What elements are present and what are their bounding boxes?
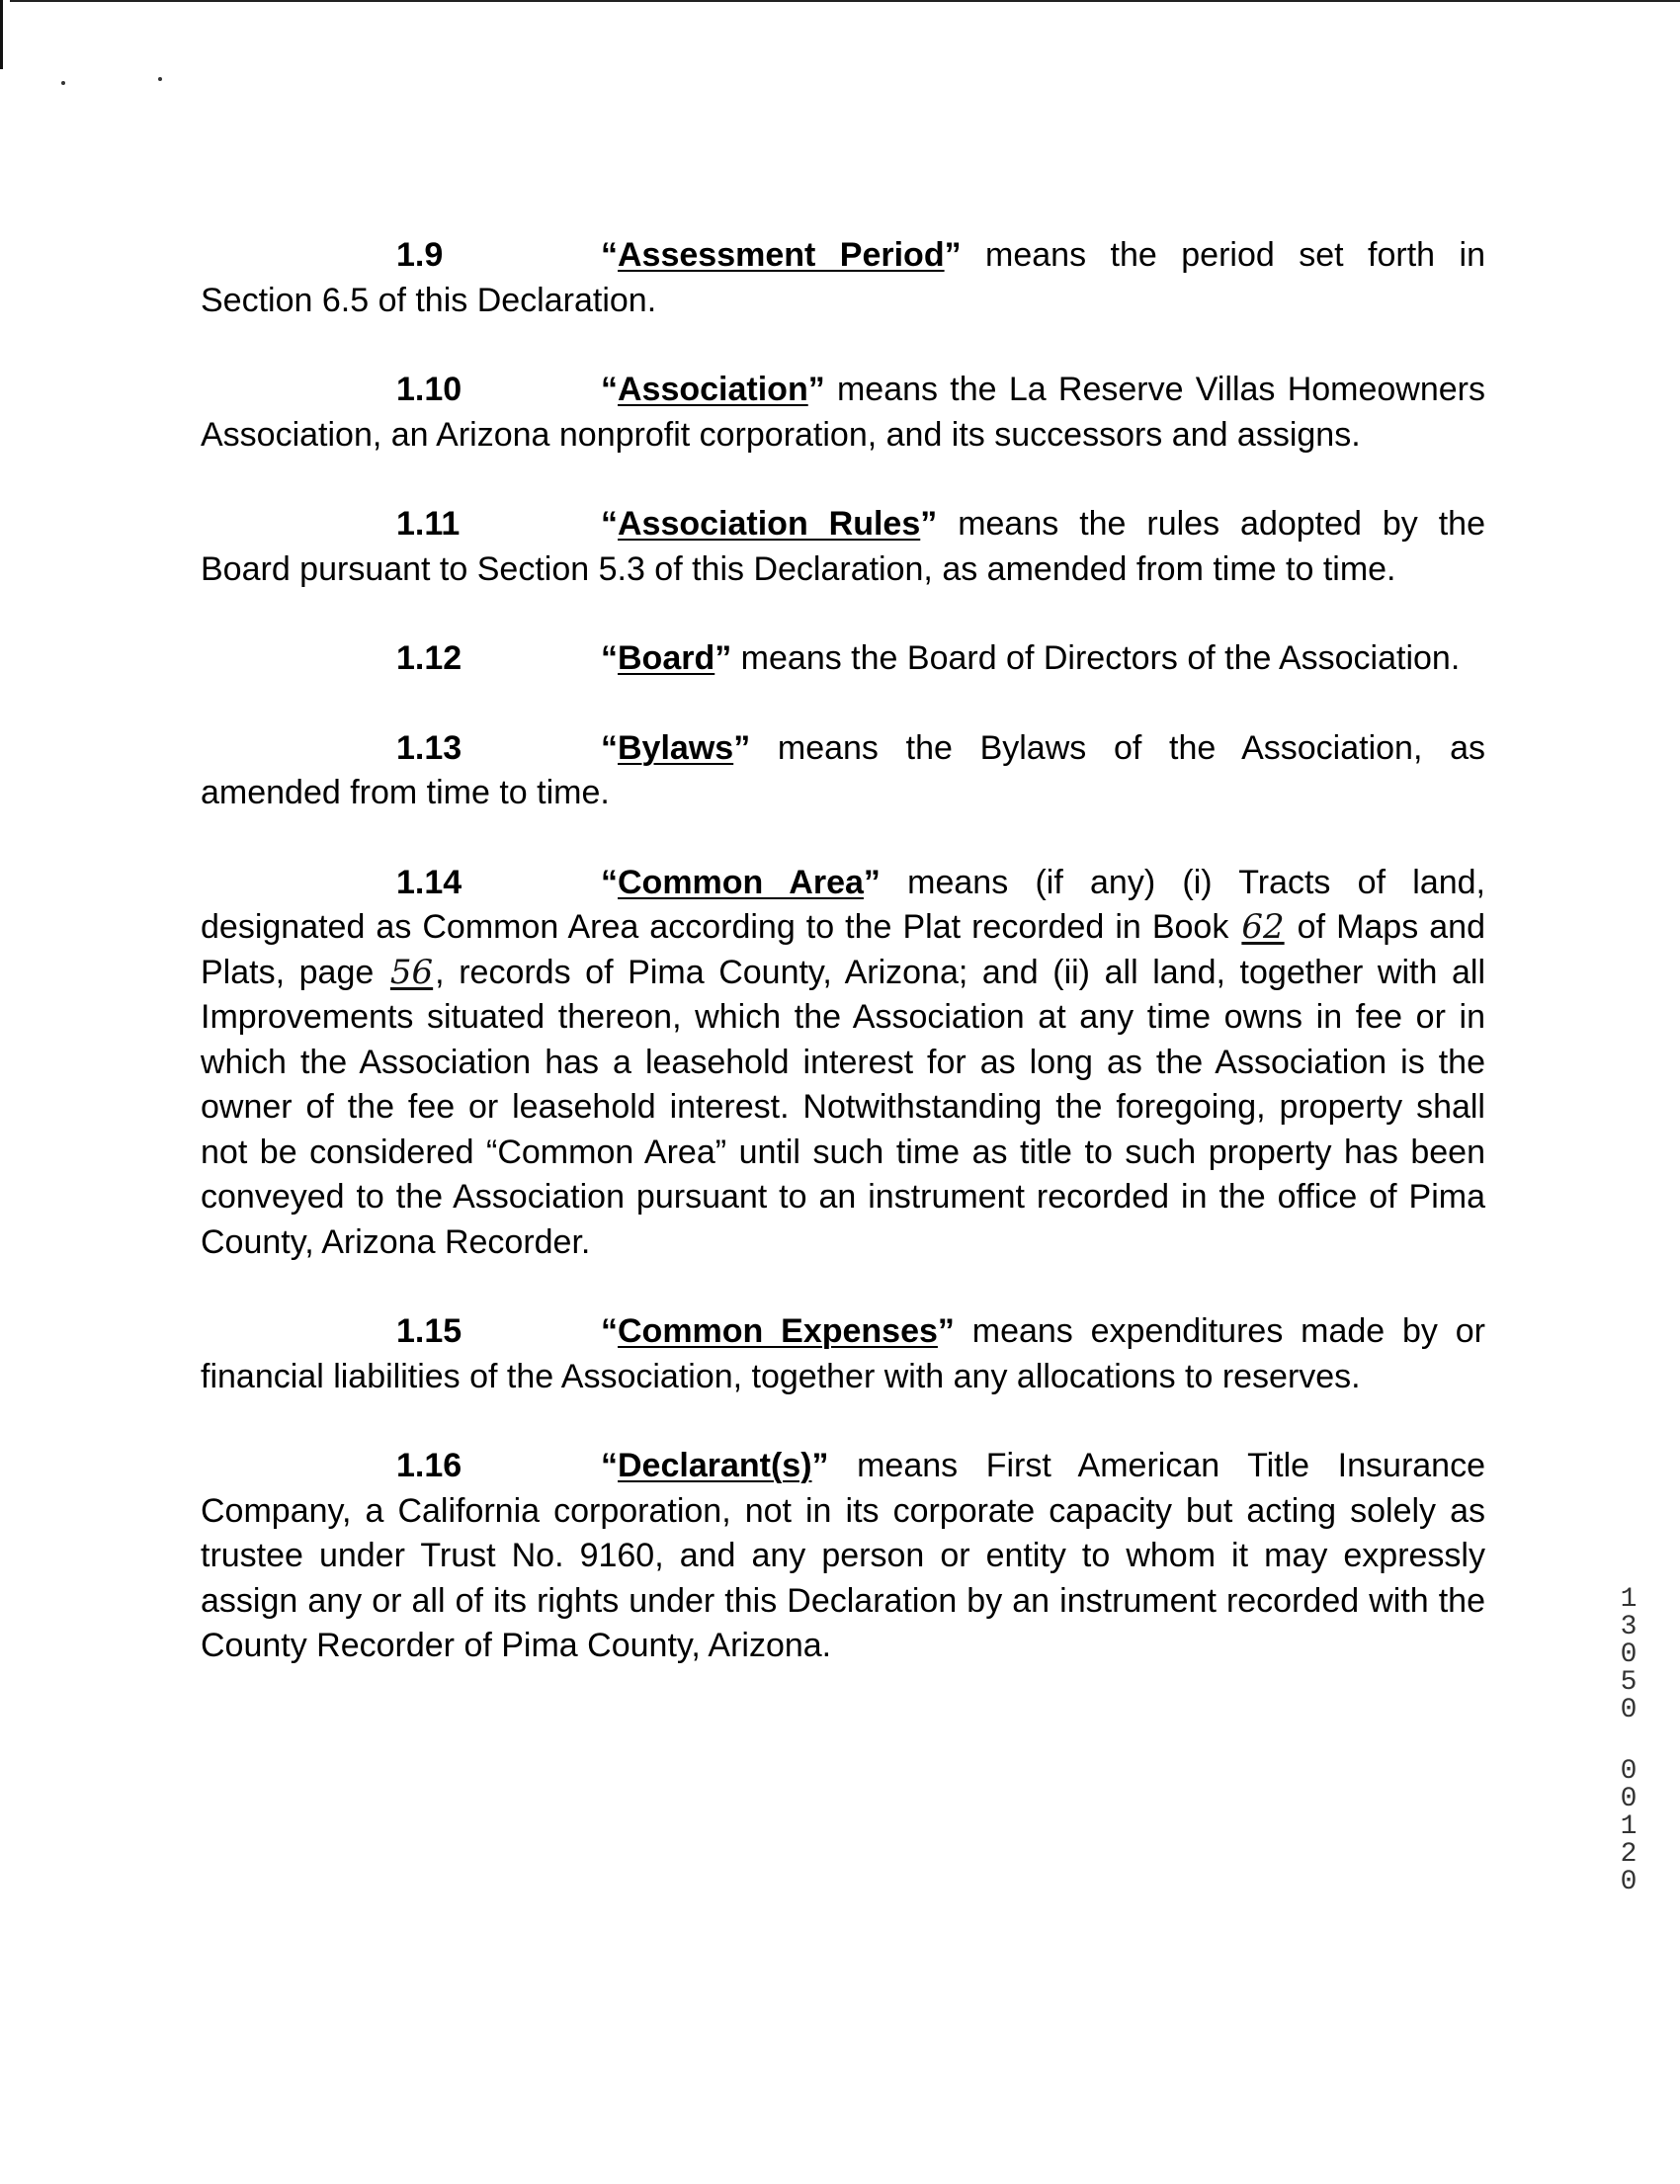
document-page <box>201 233 1485 1714</box>
defined-term: Association <box>618 371 808 408</box>
definition-1-12: 1.12 “Board” means the Board of Directors of the Association. <box>201 636 1485 682</box>
definition-1-16: 1.16 “Declarant(s)” means First American Title Insurance Company, a California corporation, not in its corporate capacity but acting solely as trustee under Trust No. 9160, and any person or entity to whom it may expressly assign any or all of its rights under this Declaration by an instrument recorded with the County Recorder of Pima County, Arizona. <box>201 1444 1485 1669</box>
handwritten-page-number: 56 <box>389 952 434 992</box>
defined-term: Common Area <box>618 863 864 901</box>
scan-speck <box>61 81 65 85</box>
defined-term: Common Expenses <box>618 1312 938 1350</box>
section-number: 1.13 <box>396 728 462 767</box>
definition-text: means the Bylaws of the Association, as amended from time to time. <box>201 728 1485 811</box>
definition-1-15: 1.15 “Common Expenses” means expenditures made by or financial liabilities of the Association, together with any allocations to reserves. <box>201 1309 1485 1399</box>
section-number: 1.15 <box>396 1312 462 1350</box>
section-number: 1.9 <box>396 236 444 274</box>
top-border-line <box>10 0 1680 2</box>
handwritten-book-number: 62 <box>1241 907 1285 947</box>
left-scan-mark <box>0 0 3 69</box>
section-number: 1.10 <box>396 371 462 408</box>
definition-text: means the Board of Directors of the Association. <box>731 639 1461 677</box>
defined-term: Board <box>618 639 715 677</box>
definition-1-11: 1.11 “Association Rules” means the rules adopted by the Board pursuant to Section 5.3 of this Declaration, as amended from time to time. <box>201 502 1485 592</box>
defined-term: Assessment Period <box>618 236 945 274</box>
section-number: 1.11 <box>396 505 461 543</box>
definition-1-14: 1.14 “Common Area” means (if any) (i) Tracts of land, designated as Common Area according to the Plat recorded in Book 62 of Maps and Plats, page 56, records of Pima County, Arizona; and (ii) all land, together with all Improvements situated thereon, which the Association at any time owns in fee or in which the Association has a leasehold interest for as long as the Association is the owner of the fee or leasehold interest. Notwithstanding the foregoing, property shall not be considered “Common Area” until such time as title to such property has been conveyed to the Association pursuant to an instrument recorded in the office of Pima County, Arizona Recorder. <box>201 861 1485 1266</box>
defined-term: Association Rules <box>618 505 921 543</box>
definition-text: means (if any) (i) Tracts of land, designated as Common Area according to the Plat recorded in Book <box>201 863 1485 946</box>
recording-stamp: 1 3 0 5 0 0 0 1 2 0 <box>1620 1584 1638 1897</box>
definition-text: means the La Reserve Villas Homeowners Association, an Arizona nonprofit corporation, and its successors and assigns. <box>201 371 1485 454</box>
definition-1-10: 1.10 “Association” means the La Reserve Villas Homeowners Association, an Arizona nonprofit corporation, and its successors and assigns. <box>201 368 1485 458</box>
definition-text: means the rules adopted by the Board pursuant to Section 5.3 of this Declaration, as amended from time to time. <box>201 505 1485 588</box>
definition-text: , records of Pima County, Arizona; and (ii) all land, together with all Improvements situated thereon, which the Association at any time owns in fee or in which the Association has a leasehold interest for as long as the Association is the owner of the fee or leasehold interest. Notwithstanding the foregoing, property shall not be considered “Common Area” until such time as title to such property has been conveyed to the Association pursuant to an instrument recorded in the office of Pima County, Arizona Recorder. <box>201 953 1486 1261</box>
section-number: 1.16 <box>396 1447 462 1484</box>
definition-text: means First American Title Insurance Company, a California corporation, not in its corporate capacity but acting solely as trustee under Trust No. 9160, and any person or entity to whom it may expressly assign any or all of its rights under this Declaration by an instrument recorded with the County Recorder of Pima County, Arizona. <box>201 1447 1485 1664</box>
definition-text: means the period set forth in Section 6.5 of this Declaration. <box>201 236 1485 319</box>
section-number: 1.14 <box>396 863 462 901</box>
definition-1-13: 1.13 “Bylaws” means the Bylaws of the Association, as amended from time to time. <box>201 726 1485 816</box>
defined-term: Bylaws <box>618 728 734 767</box>
scan-speck <box>158 77 162 81</box>
definition-1-9: 1.9 “Assessment Period” means the period set forth in Section 6.5 of this Declaration. <box>201 233 1485 323</box>
definition-text: means expenditures made by or financial liabilities of the Association, together with any allocations to reserves. <box>201 1312 1485 1395</box>
section-number: 1.12 <box>396 639 462 677</box>
defined-term: Declarant(s) <box>618 1447 812 1484</box>
definition-text: of Maps and Plats, page <box>201 908 1485 991</box>
